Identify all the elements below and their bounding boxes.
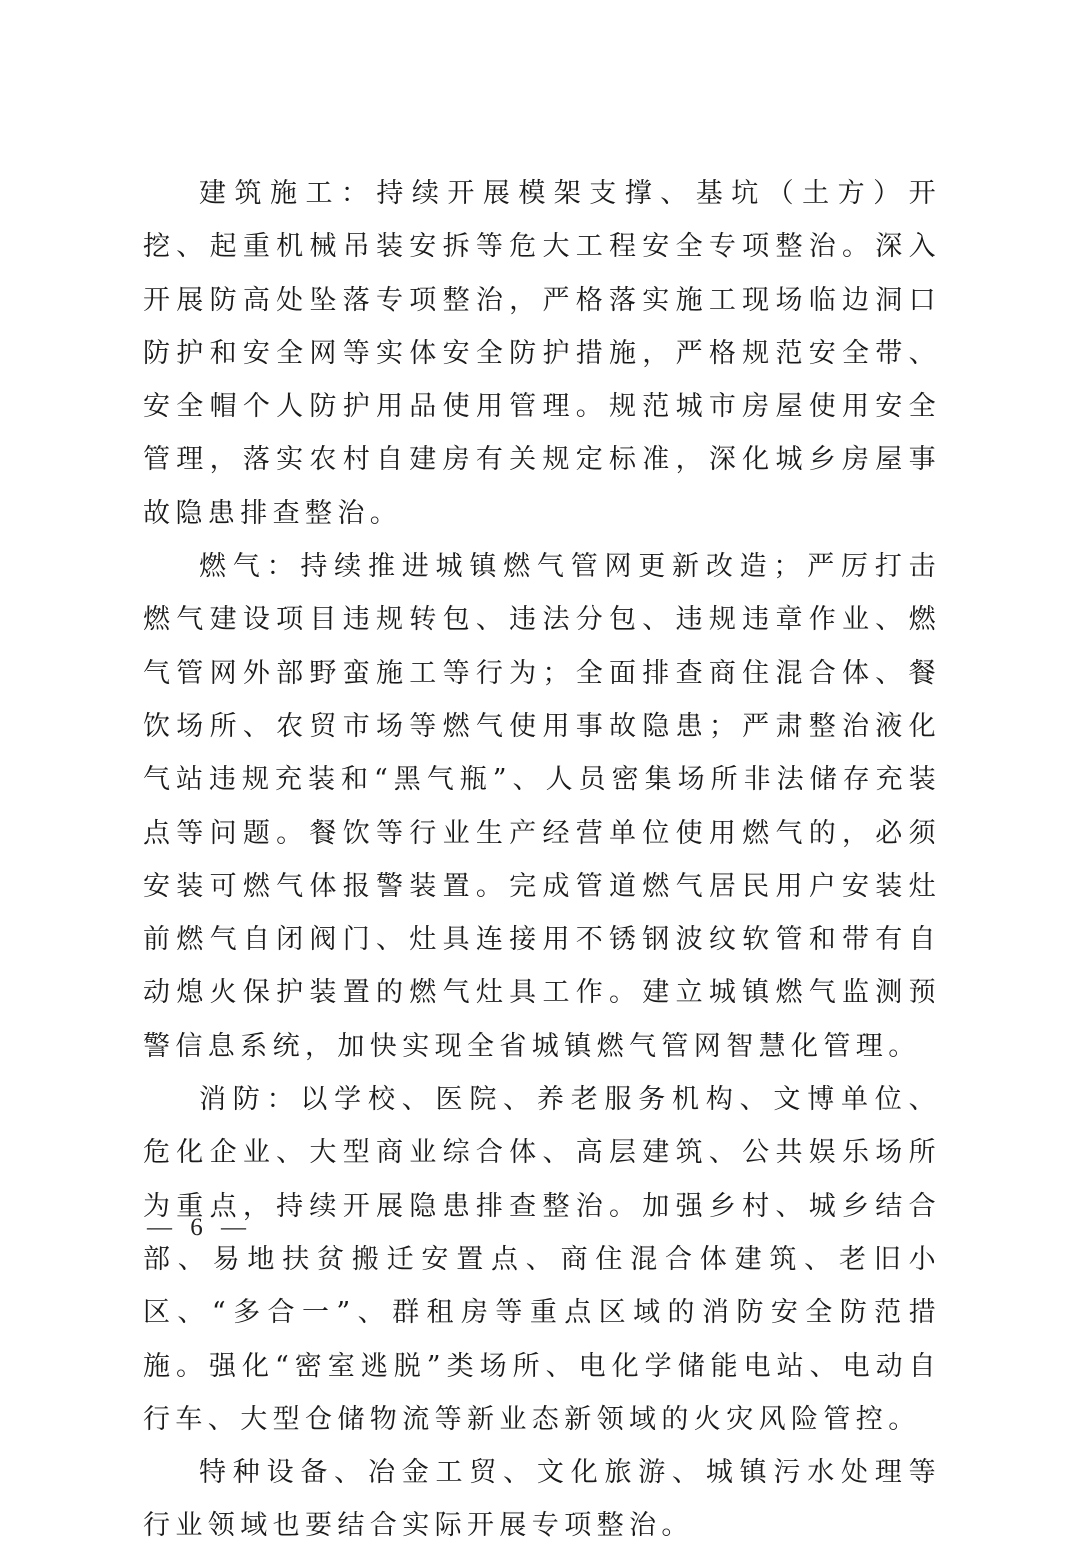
paragraph-fire-protection: 消防：以学校、医院、养老服务机构、文博单位、危化企业、大型商业综合体、高层建筑、公共娱乐场所为重点，持续开展隐患排查整治。加强乡村、城乡结合部、易地扶贫搬迁安置点、商住混合体建筑、老旧小区、“多合一”、群租房等重点区域的消防安全防范措施。强化“密室逃脱”类场所、电化学储能电站、电动自行车、大型仓储物流等新业态新领域的火灾风险管控。 [143,1084,941,1435]
paragraph-construction: 建筑施工：持续开展模架支撑、基坑（土方）开挖、起重机械吊装安拆等危大工程安全专项整治。深入开展防高处坠落专项整治，严格落实施工现场临边洞口防护和安全网等实体安全防护措施，严格规范安全带、安全帽个人防护用品使用管理。规范城市房屋使用安全管理，落实农村自建房有关规定标准，深化城乡房屋事故隐患排查整治。 [143,178,941,529]
paragraph-gas: 燃气：持续推进城镇燃气管网更新改造；严厉打击燃气建设项目违规转包、违法分包、违规违章作业、燃气管网外部野蛮施工等行为；全面排查商住混合体、餐饮场所、农贸市场等燃气使用事故隐患；严肃整治液化气站违规充装和“黑气瓶”、人员密集场所非法储存充装点等问题。餐饮等行业生产经营单位使用燃气的，必须安装可燃气体报警装置。完成管道燃气居民用户安装灶前燃气自闭阀门、灶具连接用不锈钢波纹软管和带有自动熄火保护装置的燃气灶具工作。建立城镇燃气监测预警信息系统，加快实现全省城镇燃气管网智慧化管理。 [143,551,941,1062]
paragraph-other-industries: 特种设备、冶金工贸、文化旅游、城镇污水处理等行业领域也要结合实际开展专项整治。 [143,1457,941,1542]
page-number: — 6 — [147,1214,252,1241]
document-body [143,167,941,1553]
